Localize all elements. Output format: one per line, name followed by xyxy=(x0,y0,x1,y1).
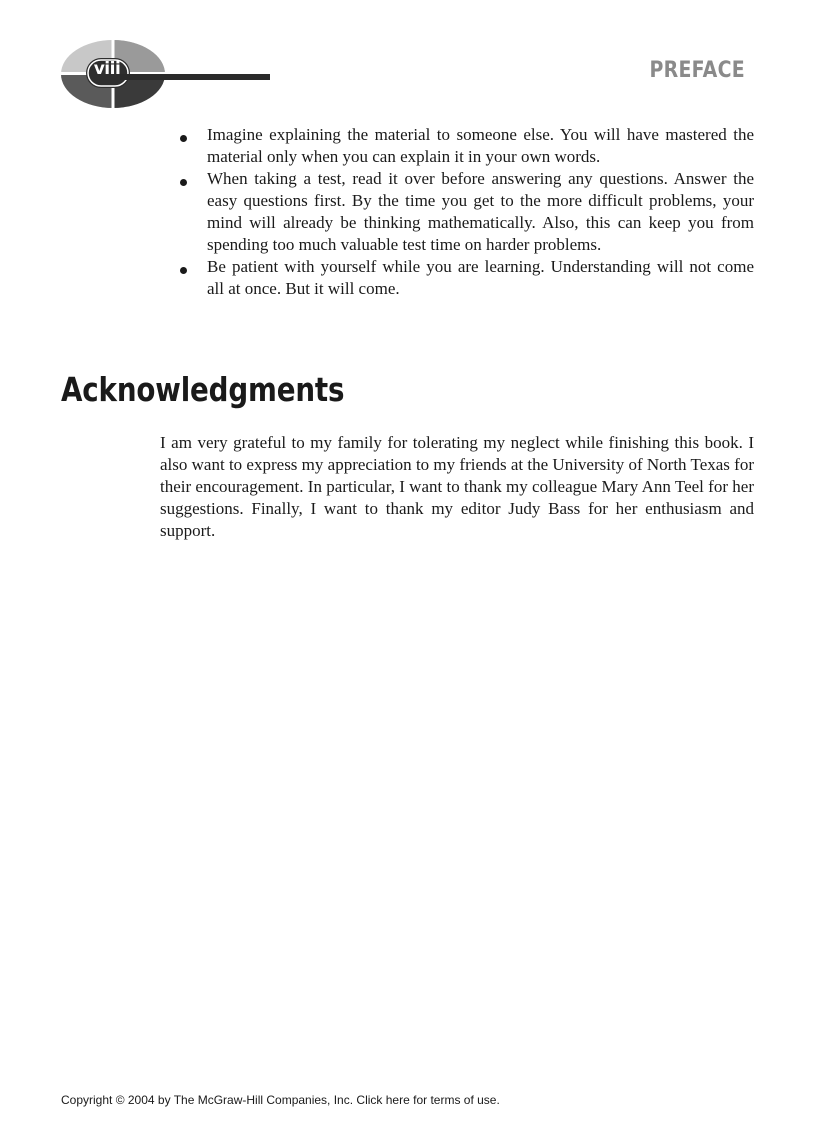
bullet-icon xyxy=(180,267,187,274)
page-number: viii xyxy=(93,59,121,79)
running-head: PREFACE xyxy=(649,58,745,83)
section-heading: Acknowledgments xyxy=(61,370,345,409)
list-item xyxy=(160,168,754,256)
list-item xyxy=(160,124,754,168)
copyright-text: Copyright © 2004 by The McGraw-Hill Companies, Inc. xyxy=(61,1093,354,1107)
list-item xyxy=(160,256,754,300)
bullet-icon xyxy=(180,179,187,186)
list-item-text: When taking a test, read it over before answering any questions. Answer the easy questions first. By the time you get to the more difficult problems, your mind will already be thinking mathematically. Also, this can keep you from spending too much valuable test time on harder problems. xyxy=(207,169,754,254)
acknowledgments-paragraph: I am very grateful to my family for tolerating my neglect while finishing this book. I also want to express my appreciation to my friends at the University of North Texas for their encouragement. In particular, I want to thank my colleague Mary Ann Teel for her suggestions. Finally, I want to thank my editor Judy Bass for her enthusiasm and support. xyxy=(160,433,754,540)
study-tips-list xyxy=(160,124,754,300)
list-item-text: Be patient with yourself while you are learning. Understanding will not come all at once. But it will come. xyxy=(207,257,754,298)
copyright-footer xyxy=(61,1093,500,1107)
terms-of-use-link[interactable]: Click here for terms of use. xyxy=(356,1093,500,1107)
bullet-icon xyxy=(180,135,187,142)
list-item-text: Imagine explaining the material to someone else. You will have mastered the material only when you can explain it in your own words. xyxy=(207,125,754,166)
